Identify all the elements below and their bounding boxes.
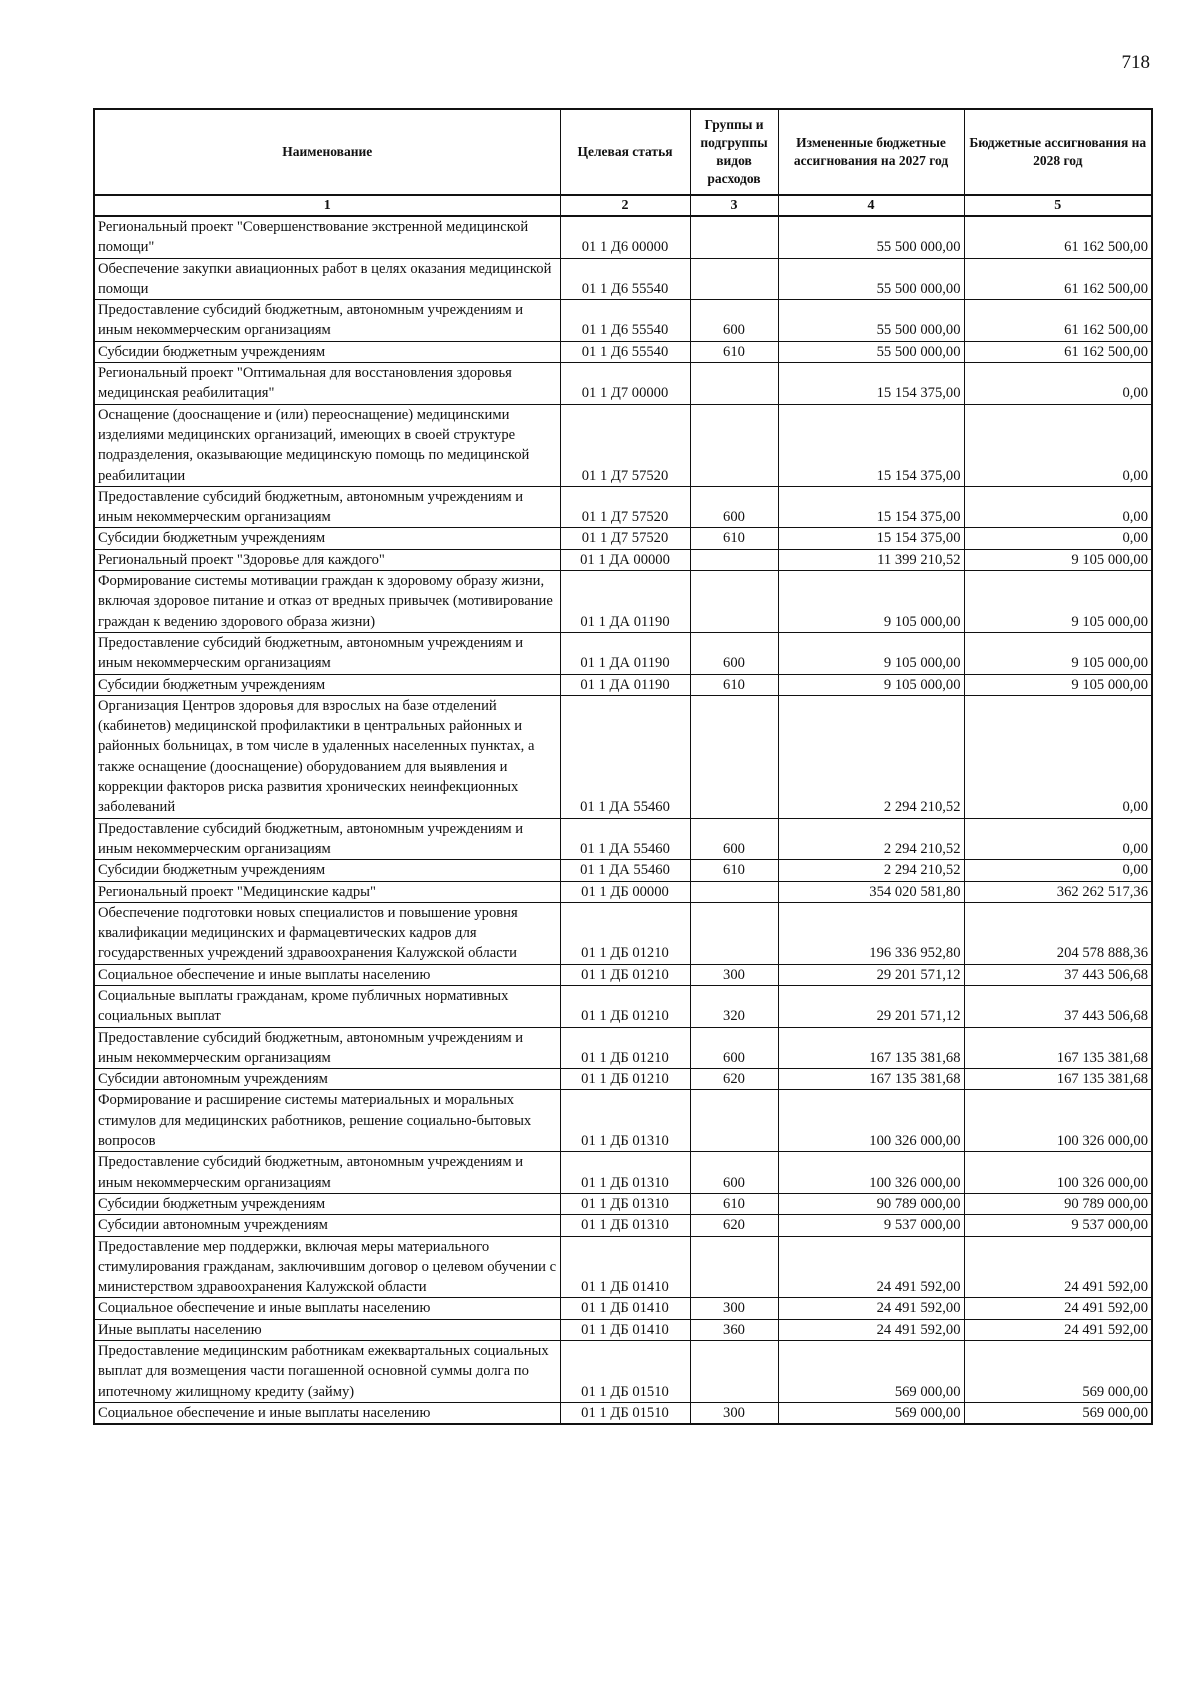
header-assigned-2028: Бюджетные ассигнования на 2028 год (964, 109, 1152, 195)
row-name: Субсидии автономным учреждениям (94, 1215, 560, 1236)
row-amount-2027: 9 105 000,00 (778, 632, 964, 674)
row-expense-group: 600 (690, 632, 778, 674)
row-amount-2028: 61 162 500,00 (964, 300, 1152, 342)
row-amount-2027: 100 326 000,00 (778, 1152, 964, 1194)
row-name: Предоставление субсидий бюджетным, автономным учреждениям и иным некоммерческим организациям (94, 1152, 560, 1194)
row-name: Формирование системы мотивации граждан к здоровому образу жизни, включая здоровое питание и отказ от вредных привычек (мотивирование граждан к ведению здорового образа жизни) (94, 571, 560, 633)
table-row (94, 571, 1152, 633)
row-amount-2028: 37 443 506,68 (964, 964, 1152, 985)
header-target-article: Целевая статья (560, 109, 690, 195)
row-name: Региональный проект "Совершенствование экстренной медицинской помощи" (94, 216, 560, 258)
budget-allocation-table (93, 108, 1153, 1425)
row-target-article: 01 1 ДА 01190 (560, 632, 690, 674)
row-name: Организация Центров здоровья для взрослых на базе отделений (кабинетов) медицинской профилактики в центральных районных и районных больницах, в том числе в удаленных населенных пунктах, а также оснащение (дооснащение) оборудованием для выявления и коррекции факторов риска развития хронических неинфекционных заболеваний (94, 695, 560, 818)
row-expense-group (690, 881, 778, 902)
row-amount-2027: 24 491 592,00 (778, 1236, 964, 1298)
table-row (94, 1298, 1152, 1319)
row-amount-2027: 569 000,00 (778, 1341, 964, 1403)
row-expense-group: 300 (690, 964, 778, 985)
column-number: 5 (964, 195, 1152, 216)
table-row (94, 1215, 1152, 1236)
table-row (94, 300, 1152, 342)
row-amount-2027: 15 154 375,00 (778, 528, 964, 549)
row-amount-2027: 15 154 375,00 (778, 363, 964, 405)
row-amount-2027: 55 500 000,00 (778, 341, 964, 362)
table-row (94, 1152, 1152, 1194)
row-expense-group: 610 (690, 341, 778, 362)
row-expense-group (690, 695, 778, 818)
row-name: Оснащение (дооснащение и (или) переоснащение) медицинскими изделиями медицинских организаций, имеющих в своей структуре подразделения, оказывающие медицинскую помощь по медицинской реабилитации (94, 404, 560, 486)
row-name: Предоставление субсидий бюджетным, автономным учреждениям и иным некоммерческим организациям (94, 486, 560, 528)
row-target-article: 01 1 ДА 55460 (560, 695, 690, 818)
row-name: Субсидии бюджетным учреждениям (94, 1193, 560, 1214)
row-amount-2027: 354 020 581,80 (778, 881, 964, 902)
row-expense-group (690, 258, 778, 300)
page-number: 718 (1121, 52, 1150, 73)
row-target-article: 01 1 ДБ 01210 (560, 1069, 690, 1090)
row-name: Формирование и расширение системы материальных и моральных стимулов для медицинских работников, решение социально-бытовых вопросов (94, 1090, 560, 1152)
table-row (94, 1236, 1152, 1298)
table-row (94, 404, 1152, 486)
row-target-article: 01 1 Д6 00000 (560, 216, 690, 258)
table-row (94, 902, 1152, 964)
row-target-article: 01 1 ДА 55460 (560, 860, 690, 881)
row-name: Социальное обеспечение и иные выплаты населению (94, 1402, 560, 1424)
row-amount-2028: 61 162 500,00 (964, 216, 1152, 258)
row-amount-2028: 569 000,00 (964, 1402, 1152, 1424)
table-row (94, 1402, 1152, 1424)
row-name: Предоставление субсидий бюджетным, автономным учреждениям и иным некоммерческим организациям (94, 632, 560, 674)
row-expense-group (690, 571, 778, 633)
row-name: Социальное обеспечение и иные выплаты населению (94, 964, 560, 985)
column-number: 1 (94, 195, 560, 216)
row-name: Региональный проект "Здоровье для каждого" (94, 549, 560, 570)
row-expense-group: 620 (690, 1069, 778, 1090)
row-name: Региональный проект "Медицинские кадры" (94, 881, 560, 902)
column-number: 3 (690, 195, 778, 216)
row-target-article: 01 1 ДБ 01210 (560, 902, 690, 964)
row-amount-2027: 2 294 210,52 (778, 860, 964, 881)
row-target-article: 01 1 Д6 55540 (560, 258, 690, 300)
row-expense-group (690, 363, 778, 405)
row-target-article: 01 1 Д7 57520 (560, 486, 690, 528)
table-row (94, 818, 1152, 860)
row-target-article: 01 1 Д6 55540 (560, 341, 690, 362)
table-row (94, 860, 1152, 881)
row-target-article: 01 1 Д7 57520 (560, 528, 690, 549)
table-row (94, 1319, 1152, 1340)
table-row (94, 674, 1152, 695)
table-row (94, 1341, 1152, 1403)
row-expense-group: 610 (690, 860, 778, 881)
row-target-article: 01 1 ДА 01190 (560, 571, 690, 633)
row-amount-2027: 90 789 000,00 (778, 1193, 964, 1214)
row-amount-2028: 9 537 000,00 (964, 1215, 1152, 1236)
row-amount-2028: 0,00 (964, 695, 1152, 818)
row-amount-2028: 24 491 592,00 (964, 1298, 1152, 1319)
row-amount-2027: 9 105 000,00 (778, 674, 964, 695)
row-amount-2027: 15 154 375,00 (778, 486, 964, 528)
row-name: Субсидии бюджетным учреждениям (94, 860, 560, 881)
table-row (94, 964, 1152, 985)
row-target-article: 01 1 ДБ 01410 (560, 1236, 690, 1298)
row-name: Обеспечение закупки авиационных работ в целях оказания медицинской помощи (94, 258, 560, 300)
row-amount-2028: 167 135 381,68 (964, 1069, 1152, 1090)
row-amount-2028: 0,00 (964, 528, 1152, 549)
row-expense-group: 600 (690, 1152, 778, 1194)
column-number-row (94, 195, 1152, 216)
row-amount-2027: 9 537 000,00 (778, 1215, 964, 1236)
row-amount-2027: 55 500 000,00 (778, 300, 964, 342)
row-amount-2028: 90 789 000,00 (964, 1193, 1152, 1214)
row-amount-2027: 2 294 210,52 (778, 695, 964, 818)
row-target-article: 01 1 Д6 55540 (560, 300, 690, 342)
row-expense-group: 600 (690, 486, 778, 528)
table-row (94, 1027, 1152, 1069)
table-row (94, 486, 1152, 528)
row-amount-2027: 569 000,00 (778, 1402, 964, 1424)
row-target-article: 01 1 Д7 57520 (560, 404, 690, 486)
row-amount-2027: 9 105 000,00 (778, 571, 964, 633)
table-row (94, 1193, 1152, 1214)
table-row (94, 985, 1152, 1027)
row-amount-2028: 24 491 592,00 (964, 1319, 1152, 1340)
row-amount-2027: 167 135 381,68 (778, 1069, 964, 1090)
row-amount-2027: 2 294 210,52 (778, 818, 964, 860)
row-target-article: 01 1 ДБ 01210 (560, 985, 690, 1027)
row-expense-group (690, 1090, 778, 1152)
header-expense-groups: Группы и подгруппы видов расходов (690, 109, 778, 195)
row-name: Иные выплаты населению (94, 1319, 560, 1340)
row-expense-group (690, 549, 778, 570)
row-amount-2027: 55 500 000,00 (778, 258, 964, 300)
row-target-article: 01 1 ДБ 01310 (560, 1215, 690, 1236)
row-amount-2028: 37 443 506,68 (964, 985, 1152, 1027)
row-target-article: 01 1 ДА 55460 (560, 818, 690, 860)
row-name: Социальные выплаты гражданам, кроме публичных нормативных социальных выплат (94, 985, 560, 1027)
row-expense-group: 620 (690, 1215, 778, 1236)
header-name: Наименование (94, 109, 560, 195)
row-expense-group: 300 (690, 1402, 778, 1424)
table-row (94, 363, 1152, 405)
row-name: Предоставление медицинским работникам ежеквартальных социальных выплат для возмещения части погашенной основной суммы долга по ипотечному жилищному кредиту (займу) (94, 1341, 560, 1403)
row-amount-2028: 0,00 (964, 860, 1152, 881)
row-amount-2028: 204 578 888,36 (964, 902, 1152, 964)
row-amount-2028: 0,00 (964, 818, 1152, 860)
row-target-article: 01 1 ДБ 01510 (560, 1402, 690, 1424)
table-row (94, 341, 1152, 362)
row-expense-group: 600 (690, 818, 778, 860)
row-expense-group (690, 404, 778, 486)
row-amount-2027: 100 326 000,00 (778, 1090, 964, 1152)
row-name: Обеспечение подготовки новых специалистов и повышение уровня квалификации медицинских и фармацевтических кадров для государственных учреждений здравоохранения Калужской области (94, 902, 560, 964)
row-target-article: 01 1 ДБ 01510 (560, 1341, 690, 1403)
row-amount-2027: 29 201 571,12 (778, 985, 964, 1027)
row-name: Предоставление субсидий бюджетным, автономным учреждениям и иным некоммерческим организациям (94, 300, 560, 342)
row-target-article: 01 1 ДБ 01410 (560, 1319, 690, 1340)
row-target-article: 01 1 ДА 00000 (560, 549, 690, 570)
table-row (94, 881, 1152, 902)
row-amount-2027: 24 491 592,00 (778, 1298, 964, 1319)
table-row (94, 1069, 1152, 1090)
row-expense-group: 300 (690, 1298, 778, 1319)
row-amount-2028: 9 105 000,00 (964, 549, 1152, 570)
row-expense-group: 320 (690, 985, 778, 1027)
row-amount-2028: 9 105 000,00 (964, 632, 1152, 674)
row-name: Субсидии бюджетным учреждениям (94, 341, 560, 362)
row-expense-group: 610 (690, 674, 778, 695)
row-amount-2027: 24 491 592,00 (778, 1319, 964, 1340)
row-amount-2028: 0,00 (964, 404, 1152, 486)
row-amount-2027: 167 135 381,68 (778, 1027, 964, 1069)
row-target-article: 01 1 ДБ 01210 (560, 964, 690, 985)
row-expense-group: 610 (690, 1193, 778, 1214)
row-name: Субсидии автономным учреждениям (94, 1069, 560, 1090)
row-amount-2028: 0,00 (964, 486, 1152, 528)
row-amount-2028: 100 326 000,00 (964, 1090, 1152, 1152)
column-number: 4 (778, 195, 964, 216)
row-amount-2028: 61 162 500,00 (964, 341, 1152, 362)
table-row (94, 1090, 1152, 1152)
header-changed-2027: Измененные бюджетные ассигнования на 2027 год (778, 109, 964, 195)
row-target-article: 01 1 ДБ 01310 (560, 1152, 690, 1194)
row-target-article: 01 1 ДБ 00000 (560, 881, 690, 902)
row-amount-2028: 24 491 592,00 (964, 1236, 1152, 1298)
row-target-article: 01 1 ДБ 01410 (560, 1298, 690, 1319)
row-name: Региональный проект "Оптимальная для восстановления здоровья медицинская реабилитация" (94, 363, 560, 405)
row-name: Предоставление субсидий бюджетным, автономным учреждениям и иным некоммерческим организациям (94, 1027, 560, 1069)
row-expense-group (690, 216, 778, 258)
row-amount-2028: 100 326 000,00 (964, 1152, 1152, 1194)
row-amount-2028: 61 162 500,00 (964, 258, 1152, 300)
row-amount-2027: 11 399 210,52 (778, 549, 964, 570)
table-header-row (94, 109, 1152, 195)
row-target-article: 01 1 ДА 01190 (560, 674, 690, 695)
row-amount-2028: 362 262 517,36 (964, 881, 1152, 902)
row-name: Субсидии бюджетным учреждениям (94, 674, 560, 695)
row-name: Социальное обеспечение и иные выплаты населению (94, 1298, 560, 1319)
row-target-article: 01 1 ДБ 01210 (560, 1027, 690, 1069)
row-expense-group: 360 (690, 1319, 778, 1340)
row-expense-group: 600 (690, 300, 778, 342)
row-expense-group: 610 (690, 528, 778, 549)
row-amount-2028: 9 105 000,00 (964, 674, 1152, 695)
row-name: Субсидии бюджетным учреждениям (94, 528, 560, 549)
row-expense-group (690, 1341, 778, 1403)
table-body (94, 216, 1152, 1424)
row-amount-2028: 569 000,00 (964, 1341, 1152, 1403)
row-target-article: 01 1 Д7 00000 (560, 363, 690, 405)
row-amount-2027: 15 154 375,00 (778, 404, 964, 486)
row-amount-2028: 167 135 381,68 (964, 1027, 1152, 1069)
row-expense-group: 600 (690, 1027, 778, 1069)
table-row (94, 549, 1152, 570)
column-number: 2 (560, 195, 690, 216)
row-amount-2027: 29 201 571,12 (778, 964, 964, 985)
table-row (94, 258, 1152, 300)
row-amount-2028: 0,00 (964, 363, 1152, 405)
table-row (94, 528, 1152, 549)
row-target-article: 01 1 ДБ 01310 (560, 1193, 690, 1214)
row-name: Предоставление субсидий бюджетным, автономным учреждениям и иным некоммерческим организациям (94, 818, 560, 860)
row-target-article: 01 1 ДБ 01310 (560, 1090, 690, 1152)
table-row (94, 216, 1152, 258)
row-expense-group (690, 1236, 778, 1298)
table-row (94, 632, 1152, 674)
row-amount-2028: 9 105 000,00 (964, 571, 1152, 633)
row-amount-2027: 196 336 952,80 (778, 902, 964, 964)
row-expense-group (690, 902, 778, 964)
row-name: Предоставление мер поддержки, включая меры материального стимулирования гражданам, заключившим договор о целевом обучении с министерством здравоохранения Калужской области (94, 1236, 560, 1298)
table-row (94, 695, 1152, 818)
row-amount-2027: 55 500 000,00 (778, 216, 964, 258)
